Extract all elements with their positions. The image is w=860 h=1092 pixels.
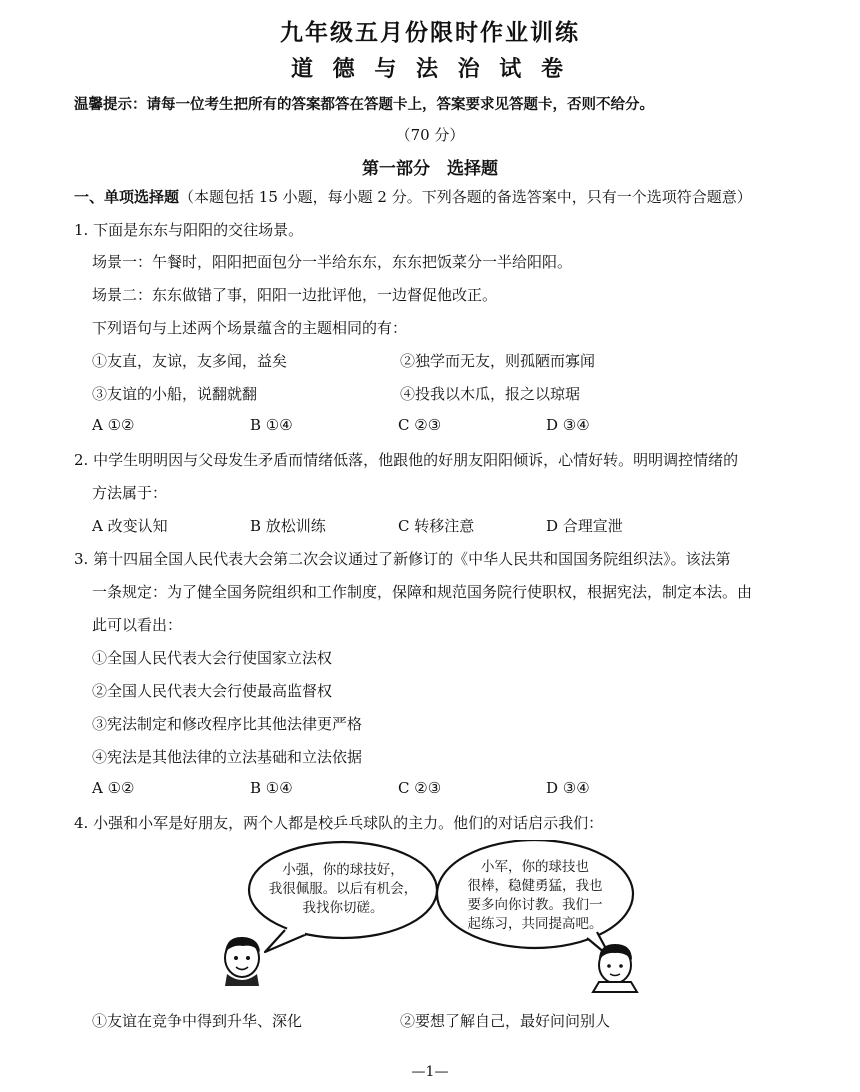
q3-choice-c: C ②③: [398, 779, 442, 797]
q3-item: ③宪法制定和修改程序比其他法律更严格: [92, 715, 363, 733]
q1-stem: 1. 下面是东东与阳阳的交往场景。: [74, 221, 304, 239]
bubble-left-line: 我很佩服。以后有机会，: [268, 881, 418, 897]
q2-stem: 2. 中学生明明因与父母发生矛盾而情绪低落，他跟他的好朋友阳阳倾诉，心情好转。明明调控情绪的: [74, 451, 739, 469]
section-heading: [74, 186, 752, 207]
boy-right-icon: [593, 944, 637, 992]
q4-item: ①友谊在竞争中得到升华、深化: [92, 1012, 303, 1030]
q4-item: ②要想了解自己，最好问问别人: [400, 1012, 611, 1030]
bubble-right-text: [450, 858, 620, 934]
part-title: 第一部分 选择题: [362, 159, 498, 179]
q1-choice-a: A ①②: [92, 416, 135, 434]
bubble-left-text: [258, 861, 428, 918]
bubble-right-line: 起练习，共同提高吧。: [467, 916, 603, 932]
q3-item: ①全国人民代表大会行使国家立法权: [92, 649, 333, 667]
section-note: （本题包括 15 小题，每小题 2 分。下列各题的备选答案中，只有一个选项符合题意）: [179, 188, 752, 206]
q3-choice-d: D ③④: [546, 779, 590, 797]
q1-choice-d: D ③④: [546, 416, 590, 434]
q1-item: ①友直，友谅，友多闻，益矣: [92, 352, 288, 370]
q1-item: ④投我以木瓜，报之以琼琚: [400, 385, 581, 403]
q1-scene2: 场景二：东东做错了事，阳阳一边批评他，一边督促他改正。: [92, 286, 498, 304]
bubble-right-line: 很棒，稳健勇猛，我也: [467, 878, 603, 894]
q3-stem-cont: 一条规定：为了健全国务院组织和工作制度，保障和规范国务院行使职权，根据宪法，制定本法。由: [92, 583, 753, 601]
q1-choice-c: C ②③: [398, 416, 442, 434]
total-score: （70 分）: [395, 126, 465, 144]
q3-item: ④宪法是其他法律的立法基础和立法依据: [92, 748, 363, 766]
q3-stem-cont: 此可以看出：: [92, 616, 183, 634]
q2-choice-a: A 改变认知: [92, 517, 168, 535]
q3-choice-b: B ①④: [250, 779, 293, 797]
exam-subtitle: 道 德 与 法 治 试 卷: [291, 56, 569, 82]
section-heading-label: 一、单项选择题: [74, 188, 180, 206]
q2-stem-cont: 方法属于：: [92, 484, 168, 502]
q3-choice-a: A ①②: [92, 779, 135, 797]
notice-tip: 温馨提示：请每一位考生把所有的答案都答在答题卡上，答案要求见答题卡，否则不给分。: [74, 96, 654, 113]
bubble-left-line: 小强，你的球技好，: [282, 862, 404, 878]
q3-item: ②全国人民代表大会行使最高监督权: [92, 682, 333, 700]
q4-stem: 4. 小强和小军是好朋友，两个人都是校乒乓球队的主力。他们的对话启示我们：: [74, 814, 604, 832]
q2-choice-c: C 转移注意: [398, 517, 475, 535]
bubble-right-line: 要多向你讨教。我们一: [467, 897, 603, 913]
q3-stem: 3. 第十四届全国人民代表大会第二次会议通过了新修订的《中华人民共和国国务院组织法》。该法第: [74, 550, 731, 568]
q2-choice-d: D 合理宣泄: [546, 517, 623, 535]
q1-item: ②独学而无友，则孤陋而寡闻: [400, 352, 596, 370]
page-number: —1—: [411, 1064, 449, 1080]
boy-left-icon: [225, 937, 260, 986]
bubble-left-line: 我找你切磋。: [302, 900, 384, 916]
q1-scene1: 场景一：午餐时，阳阳把面包分一半给东东，东东把饭菜分一半给阳阳。: [92, 253, 573, 271]
q1-item: ③友谊的小船，说翻就翻: [92, 385, 258, 403]
bubble-right-line: 小军，你的球技也: [481, 859, 589, 875]
q2-choice-b: B 放松训练: [250, 517, 326, 535]
q1-choice-b: B ①④: [250, 416, 293, 434]
exam-title: 九年级五月份限时作业训练: [280, 19, 580, 46]
q1-prompt: 下列语句与上述两个场景蕴含的主题相同的有：: [92, 319, 408, 337]
